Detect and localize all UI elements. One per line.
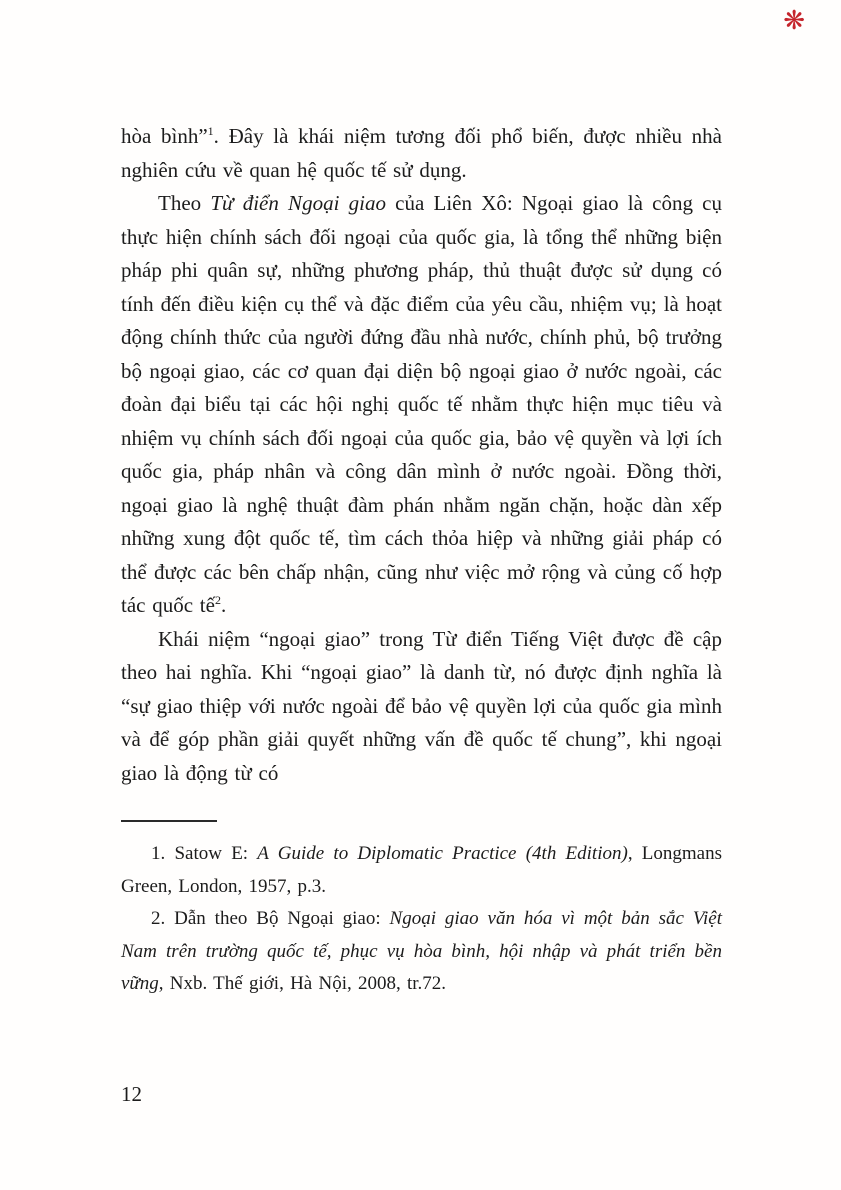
text-segment: Theo — [158, 191, 211, 215]
text-segment: hòa bình” — [121, 124, 208, 148]
footnote-reference: 1 — [207, 124, 214, 138]
footnote-reference: 2 — [214, 593, 221, 607]
flower-ornament-icon: ❋ — [783, 6, 805, 35]
paragraph-lien-xo-definition — [121, 187, 722, 623]
footnotes-list — [121, 838, 722, 1001]
page-number: 12 — [121, 1082, 142, 1106]
paragraph-continuation — [121, 120, 722, 187]
footnote-separator — [121, 820, 217, 822]
paragraph-tu-dien-tieng-viet — [121, 623, 722, 791]
text-segment: . Đây là khái niệm tương đối phổ biến, được nhiều nhà nghiên cứu về quan hệ quốc tế sử dụng. — [121, 124, 722, 182]
text-segment: , Longmans Green, London, 1957, p.3. — [121, 843, 722, 897]
footnote-1 — [121, 838, 722, 903]
text-segment: Khái niệm “ngoại giao” trong Từ điển Tiếng Việt được đề cập theo hai nghĩa. Khi “ngoại giao” là danh từ, nó được định nghĩa là “sự giao thiệp với nước ngoài để bảo vệ quyền lợi của quốc gia mình và để góp phần giải quyết những vấn đề quốc tế chung”, khi ngoại giao là động từ có — [121, 626, 722, 785]
text-segment: Từ điển Ngoại giao — [210, 191, 386, 215]
text-segment: , Nxb. Thế giới, Hà Nội, 2008, tr.72. — [158, 973, 447, 994]
text-segment: 1. Satow E: — [151, 843, 258, 864]
text-segment: của Liên Xô: Ngoại giao là công cụ thực hiện chính sách đối ngoại của quốc gia, là tổng thể những biện pháp phi quân sự, những phương pháp, thủ thuật được sử dụng có tính đến điều kiện cụ thể và đặc điểm của yêu cầu, nhiệm vụ; là hoạt động chính thức của người đứng đầu nhà nước, chính phủ, bộ trưởng bộ ngoại giao, các cơ quan đại diện bộ ngoại giao ở nước ngoài, các đoàn đại biểu tại các hội nghị quốc tế nhằm thực hiện mục tiêu và nhiệm vụ chính sách đối ngoại của quốc gia, bảo vệ quyền và lợi ích quốc gia, pháp nhân và công dân mình ở nước ngoài. Đồng thời, ngoại giao là nghệ thuật đàm phán nhằm ngăn chặn, hoặc dàn xếp những xung đột quốc tế, tìm cách thỏa hiệp và những giải pháp có thể được các bên chấp nhận, cũng như việc mở rộng và củng cố hợp tác quốc tế — [121, 191, 722, 617]
text-segment: Ngoại giao văn hóa vì một bản sắc Việt Nam trên trường quốc tế, phục vụ hòa bình, hội nhập và phát triển bền vững — [121, 908, 723, 994]
text-segment: . — [220, 593, 227, 617]
text-segment: A Guide to Diplomatic Practice (4th Edition) — [257, 843, 628, 864]
page-content — [121, 120, 722, 1001]
footnote-2 — [121, 903, 722, 1001]
body-text — [121, 120, 722, 790]
text-segment: 2. Dẫn theo Bộ Ngoại giao: — [151, 908, 390, 929]
